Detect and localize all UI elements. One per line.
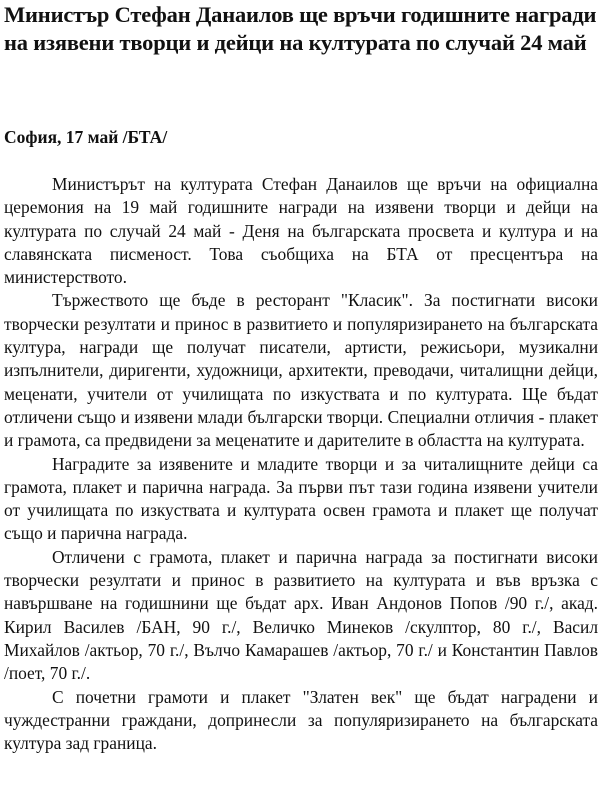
- paragraph: Министърът на културата Стефан Данаилов ще връчи на официална церемония на 19 май годишните награди на изявени творци и дейци на културата по случай 24 май - Деня на българската просвета и култура и на славянската писменост. Това съобщиха на БТА от пресцентъра на министерството.: [4, 174, 598, 288]
- paragraph: Тържеството ще бъде в ресторант "Класик". За постигнати високи творчески резултати и принос в развитието и популяризирането на българската култура, награди ще получат писатели, артисти, режисьори, музикални изпълнители, диригенти, художници, архитекти, преводачи, читалищни дейци, меценати, учители от училищата по изкуствата и по културата. Ще бъдат отличени също и изявени млади български творци. Специални отличия - плакет и грамота, са предвидени за меценатите и дарителите в областта на културата.: [4, 290, 598, 451]
- document-page: [4, 0, 598, 754]
- paragraph: Наградите за изявените и младите творци и за читалищните дейци са грамота, плакет и парична награда. За първи път тази година изявени учители от училищата по изкуствата и културата освен грамота и плакет ще получат също и парична награда.: [4, 453, 598, 544]
- paragraph: Отличени с грамота, плакет и парична награда за постигнати високи творчески резултати и принос в развитието на културата и във връзка с навършване на годишнини ще бъдат арх. Иван Андонов Попов /90 г./, акад. Кирил Василев /БАН, 90 г./, Величко Минеков /скулптор, 80 г./, Васил Михайлов /актьор, 70 г./, Вълчо Камарашев /актьор, 70 г./ и Константин Павлов /поет, 70 г./.: [4, 546, 598, 684]
- article-dateline: София, 17 май /БТА/: [4, 127, 168, 147]
- article-title: Министър Стефан Данаилов ще връчи годишните награди на изявени творци и дейци на културата по случай 24 май: [4, 2, 597, 55]
- article-body: [4, 173, 598, 755]
- paragraph: С почетни грамоти и плакет "Златен век" ще бъдат наградени и чуждестранни граждани, допринесли за популяризирането на българската култура зад граница.: [4, 686, 598, 754]
